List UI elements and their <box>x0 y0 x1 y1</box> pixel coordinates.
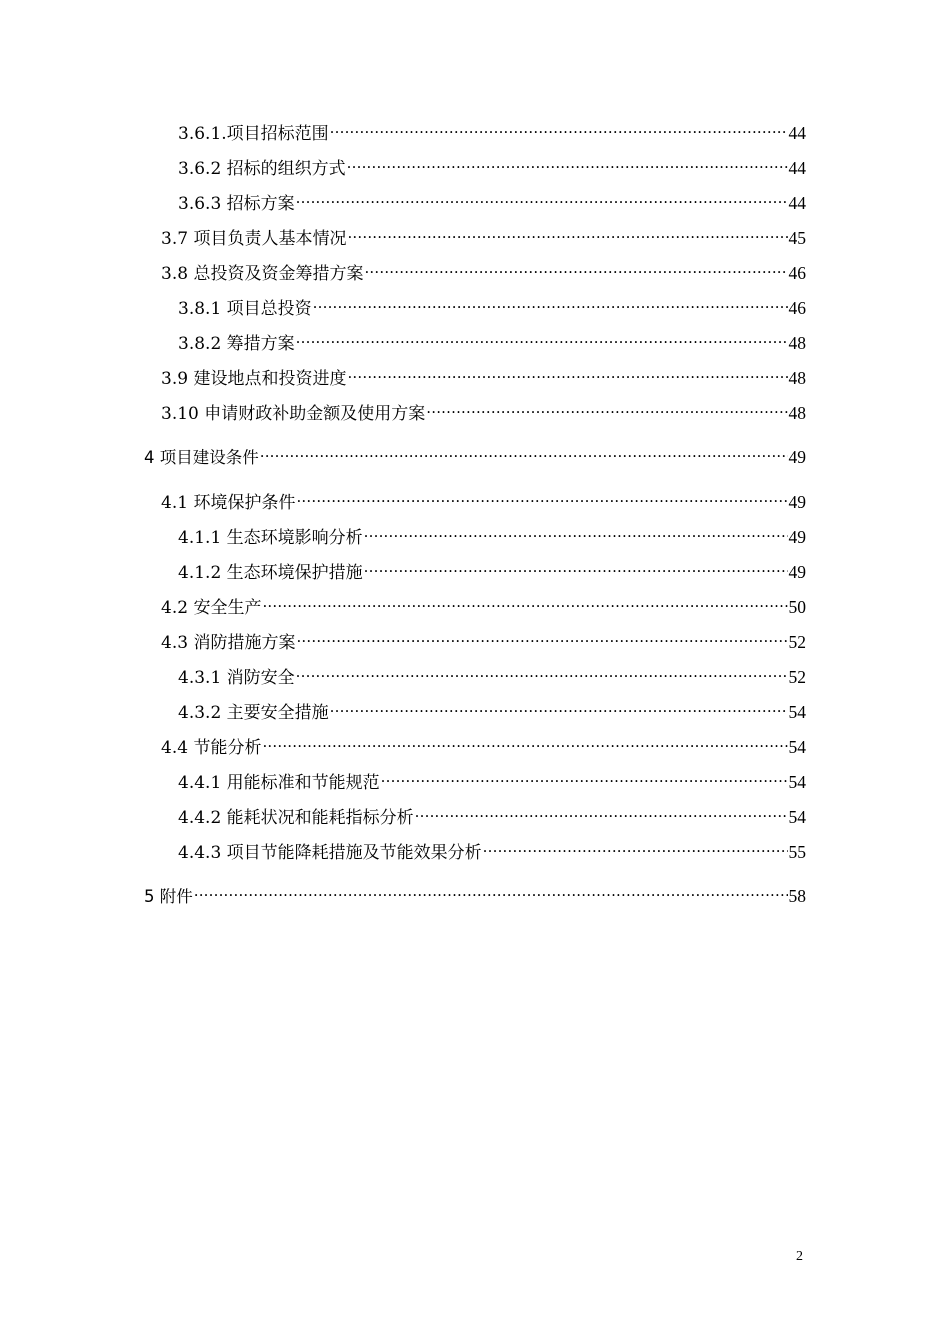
toc-entry[interactable] <box>161 591 806 619</box>
toc-entry-title: 3.8.1 项目总投资 <box>178 299 312 319</box>
toc-entry-title: 3.8.2 筹措方案 <box>178 334 295 354</box>
toc-entry[interactable] <box>161 397 806 425</box>
toc-entry-title: 4.3.1 消防安全 <box>178 668 295 688</box>
toc-entry-title: 4.1.1 生态环境影响分析 <box>178 528 363 548</box>
page-number: 2 <box>796 1249 803 1264</box>
toc-entry-page: 55 <box>788 842 806 862</box>
toc-leader-dots <box>347 362 787 384</box>
toc-entry-title: 4 项目建设条件 <box>144 448 259 467</box>
toc-entry-page: 54 <box>788 772 806 792</box>
toc-leader-dots <box>296 661 788 683</box>
toc-entry-title: 5 附件 <box>144 887 193 906</box>
toc-entry-page: 44 <box>788 158 806 178</box>
toc-entry-page: 48 <box>788 368 806 388</box>
toc-leader-dots <box>347 152 788 174</box>
toc-entry-page: 48 <box>788 333 806 353</box>
toc-leader-dots <box>262 591 787 613</box>
toc-entry-page: 52 <box>788 632 806 652</box>
toc-entry-title: 4.4.1 用能标准和节能规范 <box>178 773 380 793</box>
toc-entry-page: 54 <box>788 737 806 757</box>
toc-entry[interactable] <box>178 187 806 215</box>
toc-entry-title: 4.3.2 主要安全措施 <box>178 703 329 723</box>
toc-entry-title: 3.7 项目负责人基本情况 <box>161 229 347 249</box>
toc-entry[interactable] <box>161 257 806 285</box>
toc-leader-dots <box>426 397 787 419</box>
toc-leader-dots <box>262 731 787 753</box>
toc-entry[interactable] <box>178 521 806 549</box>
toc-entry-page: 49 <box>788 527 806 547</box>
toc-leader-dots <box>364 257 787 279</box>
toc-leader-dots <box>313 292 788 314</box>
toc-entry-page: 49 <box>788 562 806 582</box>
toc-entry[interactable] <box>178 117 806 145</box>
toc-leader-dots <box>415 801 788 823</box>
toc-entry-title: 4.1.2 生态环境保护措施 <box>178 563 363 583</box>
toc-entry-title: 3.6.3 招标方案 <box>178 194 295 214</box>
toc-entry-page: 45 <box>788 228 806 248</box>
toc-entry[interactable] <box>161 362 806 390</box>
toc-leader-dots <box>296 327 788 349</box>
toc-entry-page: 52 <box>788 667 806 687</box>
toc-entry-title: 4.4 节能分析 <box>161 738 262 758</box>
toc-leader-dots <box>381 766 788 788</box>
toc-leader-dots <box>347 222 787 244</box>
toc-entry[interactable] <box>178 801 806 829</box>
toc-entry-title: 4.4.2 能耗状况和能耗指标分析 <box>178 808 414 828</box>
toc-entry[interactable] <box>178 327 806 355</box>
toc-entry[interactable] <box>178 292 806 320</box>
toc-entry-page: 44 <box>788 123 806 143</box>
toc-entry-title: 4.3 消防措施方案 <box>161 633 296 653</box>
toc-leader-dots <box>296 187 788 209</box>
toc-entry-page: 54 <box>788 807 806 827</box>
toc-entry-title: 3.6.2 招标的组织方式 <box>178 159 346 179</box>
toc-entry-page: 46 <box>788 263 806 283</box>
toc-entry-page: 54 <box>788 702 806 722</box>
toc-leader-dots <box>330 696 788 718</box>
toc-entry[interactable] <box>161 222 806 250</box>
toc-entry-page: 48 <box>788 403 806 423</box>
toc-entry[interactable] <box>178 152 806 180</box>
toc-leader-dots <box>296 626 787 648</box>
toc-leader-dots <box>260 441 788 463</box>
toc-entry[interactable] <box>161 626 806 654</box>
toc-entry[interactable] <box>161 731 806 759</box>
toc-leader-dots <box>364 556 788 578</box>
toc-entry-title: 3.10 申请财政补助金额及使用方案 <box>161 404 426 424</box>
toc-leader-dots <box>330 117 788 139</box>
toc-entry-title: 4.2 安全生产 <box>161 598 262 618</box>
toc-entry[interactable] <box>178 696 806 724</box>
toc-entry-page: 46 <box>788 298 806 318</box>
toc-entry-title: 4.4.3 项目节能降耗措施及节能效果分析 <box>178 843 482 863</box>
toc-entry[interactable] <box>161 486 806 514</box>
toc-entry-page: 58 <box>788 886 806 906</box>
toc-entry-page: 49 <box>788 492 806 512</box>
toc-entry[interactable] <box>178 556 806 584</box>
toc-entry-page: 49 <box>788 447 806 467</box>
toc-entry-page: 50 <box>788 597 806 617</box>
toc-entry-title: 3.9 建设地点和投资进度 <box>161 369 347 389</box>
toc-entry[interactable] <box>178 661 806 689</box>
toc-entry[interactable] <box>178 836 806 864</box>
toc-entry-title: 4.1 环境保护条件 <box>161 493 296 513</box>
toc-leader-dots <box>364 521 788 543</box>
toc-leader-dots <box>194 880 788 902</box>
toc-entry-title: 3.6.1.项目招标范围 <box>178 124 329 144</box>
toc-chapter-entry[interactable] <box>144 880 806 908</box>
toc-leader-dots <box>296 486 787 508</box>
toc-entry-title: 3.8 总投资及资金筹措方案 <box>161 264 364 284</box>
toc-entry[interactable] <box>178 766 806 794</box>
toc-chapter-entry[interactable] <box>144 441 806 469</box>
toc-entry-page: 44 <box>788 193 806 213</box>
toc-leader-dots <box>483 836 788 858</box>
